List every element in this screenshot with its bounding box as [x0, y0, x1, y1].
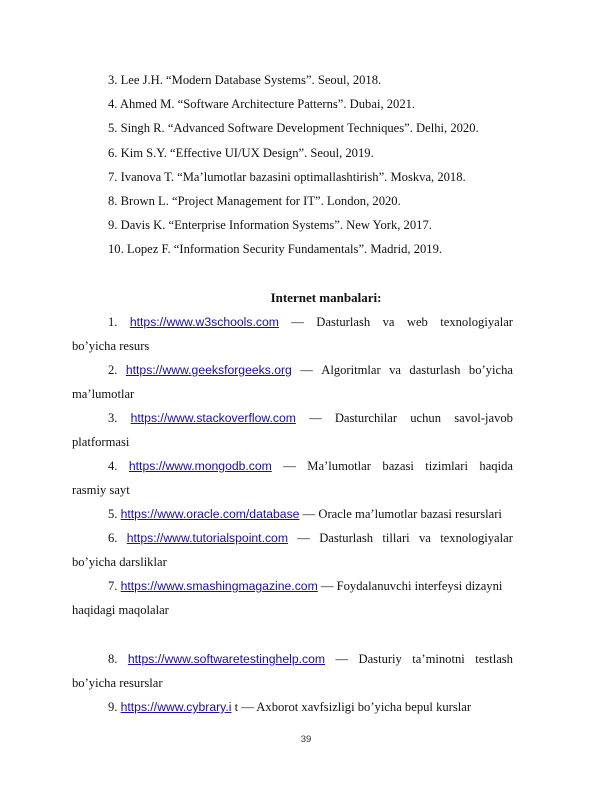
word: tizimlari	[425, 459, 468, 473]
internet-source-item	[108, 651, 513, 667]
word: Dasturiy	[358, 652, 402, 666]
word: texnologiyalar	[440, 315, 513, 329]
word: Dasturlash	[319, 531, 374, 545]
source-link[interactable]: https://www.smashingmagazine.com	[120, 579, 318, 593]
item-continuation: platformasi	[72, 435, 130, 449]
internet-source-item	[108, 458, 513, 474]
word: savol-javob	[454, 411, 513, 425]
internet-source-item	[108, 699, 471, 715]
word: texnologiyalar	[440, 531, 513, 545]
word: testlash	[475, 652, 513, 666]
word: Dasturchilar	[334, 411, 398, 425]
internet-source-item	[108, 578, 502, 594]
word: va	[382, 315, 395, 329]
internet-source-item	[108, 530, 513, 546]
word: tillari	[382, 531, 410, 545]
word: Dasturlash	[316, 315, 371, 329]
word: va	[389, 363, 401, 377]
item-description: t — Axborot xavfsizligi bo’yicha bepul kurslar	[231, 700, 472, 714]
source-link[interactable]: https://www.softwaretestinghelp.com	[127, 652, 326, 666]
word: —	[300, 363, 313, 377]
reference-item: 4. Ahmed M. “Software Architecture Patterns”. Dubai, 2021.	[108, 97, 416, 111]
word: —	[335, 652, 349, 666]
item-number: 9.	[108, 700, 118, 714]
word: —	[291, 315, 304, 329]
source-link[interactable]: https://www.geeksforgeeks.org	[125, 363, 292, 377]
reference-item: 5. Singh R. “Advanced Software Development Techniques”. Delhi, 2020.	[108, 121, 479, 135]
source-link[interactable]: https://www.tutorialspoint.com	[126, 531, 288, 545]
word: ta’minotni	[412, 652, 465, 666]
source-link[interactable]: https://www.oracle.com/database	[120, 507, 300, 521]
item-description: — Foydalanuvchi interfeysi dizayni	[317, 579, 503, 593]
source-link[interactable]: https://www.mongodb.com	[128, 459, 272, 473]
section-heading: Internet manbalari:	[270, 290, 382, 305]
reference-item: 3. Lee J.H. “Modern Database Systems”. Seoul, 2018.	[108, 73, 382, 87]
source-link[interactable]: https://www.cybrary.i	[120, 700, 232, 714]
item-number: 3.	[108, 411, 118, 425]
word: bazasi	[382, 459, 414, 473]
item-number: 4.	[108, 459, 118, 473]
source-link[interactable]: https://www.stackoverflow.com	[130, 411, 296, 425]
internet-source-item	[108, 314, 513, 330]
reference-item: 6. Kim S.Y. “Effective UI/UX Design”. Seoul, 2019.	[108, 146, 374, 160]
item-continuation: bo’yicha darsliklar	[72, 555, 167, 569]
word: Ma’lumotlar	[307, 459, 371, 473]
word: bo’yicha	[468, 363, 513, 377]
internet-source-item	[108, 506, 502, 522]
reference-item: 10. Lopez F. “Information Security Fundamentals”. Madrid, 2019.	[108, 242, 443, 256]
item-number: 8.	[108, 652, 118, 666]
word: —	[309, 411, 322, 425]
word: uchun	[410, 411, 442, 425]
item-number: 5.	[108, 507, 118, 521]
item-continuation: bo’yicha resurs	[72, 339, 150, 353]
internet-source-item	[108, 410, 513, 426]
word: —	[283, 459, 296, 473]
item-continuation: haqidagi maqolalar	[72, 603, 169, 617]
internet-source-item	[108, 362, 513, 378]
item-number: 6.	[108, 531, 118, 545]
word: dasturlash	[409, 363, 461, 377]
item-number: 2.	[108, 363, 118, 377]
item-number: 1.	[108, 315, 118, 329]
reference-item: 7. Ivanova T. “Ma’lumotlar bazasini optimallashtirish”. Moskva, 2018.	[108, 170, 466, 184]
word: web	[406, 315, 428, 329]
word: haqida	[479, 459, 513, 473]
reference-item: 8. Brown L. “Project Management for IT”. London, 2020.	[108, 194, 401, 208]
item-description: — Oracle ma’lumotlar bazasi resurslari	[299, 507, 502, 521]
page-number: 39	[300, 734, 312, 745]
reference-item: 9. Davis K. “Enterprise Information Systems”. New York, 2017.	[108, 218, 432, 232]
item-continuation: rasmiy sayt	[72, 483, 130, 497]
source-link[interactable]: https://www.w3schools.com	[129, 315, 279, 329]
item-number: 7.	[108, 579, 118, 593]
word: —	[297, 531, 310, 545]
word: va	[418, 531, 431, 545]
item-continuation: bo’yicha resurslar	[72, 676, 163, 690]
item-continuation: ma’lumotlar	[72, 387, 135, 401]
word: Algoritmlar	[321, 363, 381, 377]
